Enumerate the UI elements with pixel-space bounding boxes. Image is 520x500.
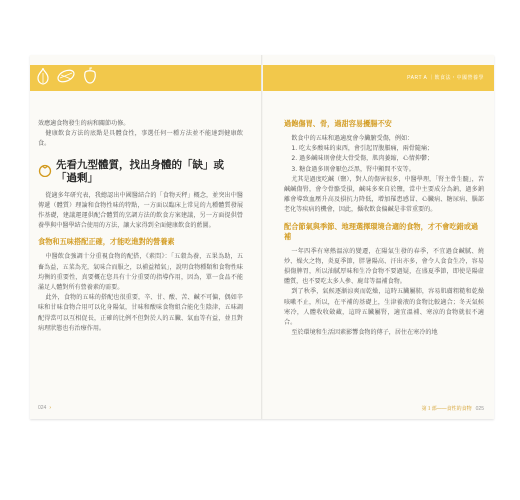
- fruit-icon-row: [36, 65, 98, 91]
- paragraph: 從適多年研究表，我總認出中國醫結合的「食物天秤」概念，並突出中醫傳遞（體質）理論和食物性味的特點，一方面以臨床上常見的九種體質發展作基礎，建議運運供配合體質的烹調方法的飲食方案建議，另一方面提供營養學與中醫學結合使用的方法，讓大家得到全面健康飲食的藍圖。: [38, 191, 243, 230]
- heading-title: 先看九型體質，找出身體的「缺」或「過剩」: [56, 158, 224, 184]
- paragraph: 至於環境和生活因素影響食物的傳子，居住在寒冷的地: [291, 329, 438, 337]
- section-heading: [38, 159, 243, 185]
- paragraph: 此外，食物的五味的搭配也很重要，辛、甘、酸、苦、鹹不可偏，偶如辛味和甘味食物合用可以化身陽氣，甘味和酸味食物組合能化生陰津，五味調配得當可以互相促長，正確的比例不但對於人的五臟、氣血等有益，並且對病理狀態也有治療作用。: [38, 294, 243, 332]
- paragraph: 中醫飲食強調十分重視食物的配搭，《素問》：「五穀為養，五果為助，五畜為益，五菜為充，氣味合而服之，以補益精氣」，說明食物種類和食物性味均衡的重要性，真要概在您具有十分重要的指導作用，因為，單一食品不能滿足人體對所有營養素的需要。: [38, 253, 243, 292]
- garlic-icon: [36, 67, 50, 89]
- subheading: 食物和五味搭配正確，才能吃進對的營養素: [38, 237, 175, 247]
- right-header-band: [263, 65, 494, 91]
- list-item: 3. 糖食過多則會厭色泛黑，腎中顯間不安等。: [291, 165, 415, 173]
- corn-icon: [56, 67, 76, 89]
- book-spread: [30, 55, 494, 419]
- page-number-right: [422, 405, 484, 412]
- mangosteen-icon: [38, 162, 52, 176]
- left-header-band: [30, 65, 261, 91]
- pepper-icon: [82, 67, 98, 89]
- folio-number: 024: [38, 405, 47, 411]
- paragraph: 尤其是過度吃鹹（鹽），對人的傷害很多，中醫學理，「腎主骨生髓」，苦鹹鹹傷腎，會令骨骼受損，鹹味多來自於鹽，當中主要成分為鈉，過多鈉離會導致血壓升高及損抗力降低，增加罹患感冒、心臟病、糖尿病、腦部老化等疾病的機會，因此，攝收飲食偏鹹是非常重要的。: [284, 175, 484, 214]
- right-page: [284, 119, 484, 338]
- left-page: [38, 119, 243, 334]
- list-item: 1. 吃太多酸味的東西，會引起胃腹脹痛，兩骨隨痛；: [291, 145, 434, 153]
- chapter-label: 第１部——食性的食物: [421, 406, 472, 412]
- subheading: 過飽傷胃、骨，過甜容易擾腸不安: [284, 119, 392, 128]
- intro-line-2: 健康飲食方法的底點是具體食性，事選任何一種方法並不能達到健康飲食。: [38, 130, 243, 148]
- chevron-right-icon: ›: [49, 405, 52, 411]
- page-number-left: [38, 405, 51, 411]
- folio-number: 025: [475, 406, 484, 412]
- gutter-shadow: [261, 55, 263, 419]
- list-item: 2. 過多鹹味則會使大骨受傷，肌肉萎縮，心情抑鬱；: [291, 155, 434, 163]
- paragraph: 飲食中的五味和過適度會今臟腑受傷，例如：: [291, 135, 414, 142]
- paragraph: 到了秋季，氣候逐漸涼爽而乾燥，這時五臟屬肺，容易肌膚粗糙和乾燥咳嗽不止，所以，在平補的基礎上，生津養液的食物比較適合；冬天氣候寒冷，人體收收斂藏，這時五臟屬腎，適宜溫補、寒涼的食物就很不適合。: [284, 288, 484, 327]
- subheading: 配合節氣與季節、地理選擇環境合適的食物，才不會吃錯或過補: [284, 221, 479, 241]
- paragraph: 一年四季有寒熱溫涼的變遷，在陽氣生發的春季，不宜過食鹹膩、燒炒、燥火之物，炎夏季節，胖暑陽高、汗出亦多，會令人食食生冷，容易損傷脾胃，所以油膩厚味和生冷食物不要過疑，在盛夏季節，即使是陽虛體質，也不要吃太多人參、鹿茸等溫補食物。: [284, 247, 484, 286]
- intro-line-1: 效應適食物發生的病和關節功修。: [38, 120, 130, 127]
- section-tag: PART A ｜飲食法・中國營養學: [407, 75, 484, 81]
